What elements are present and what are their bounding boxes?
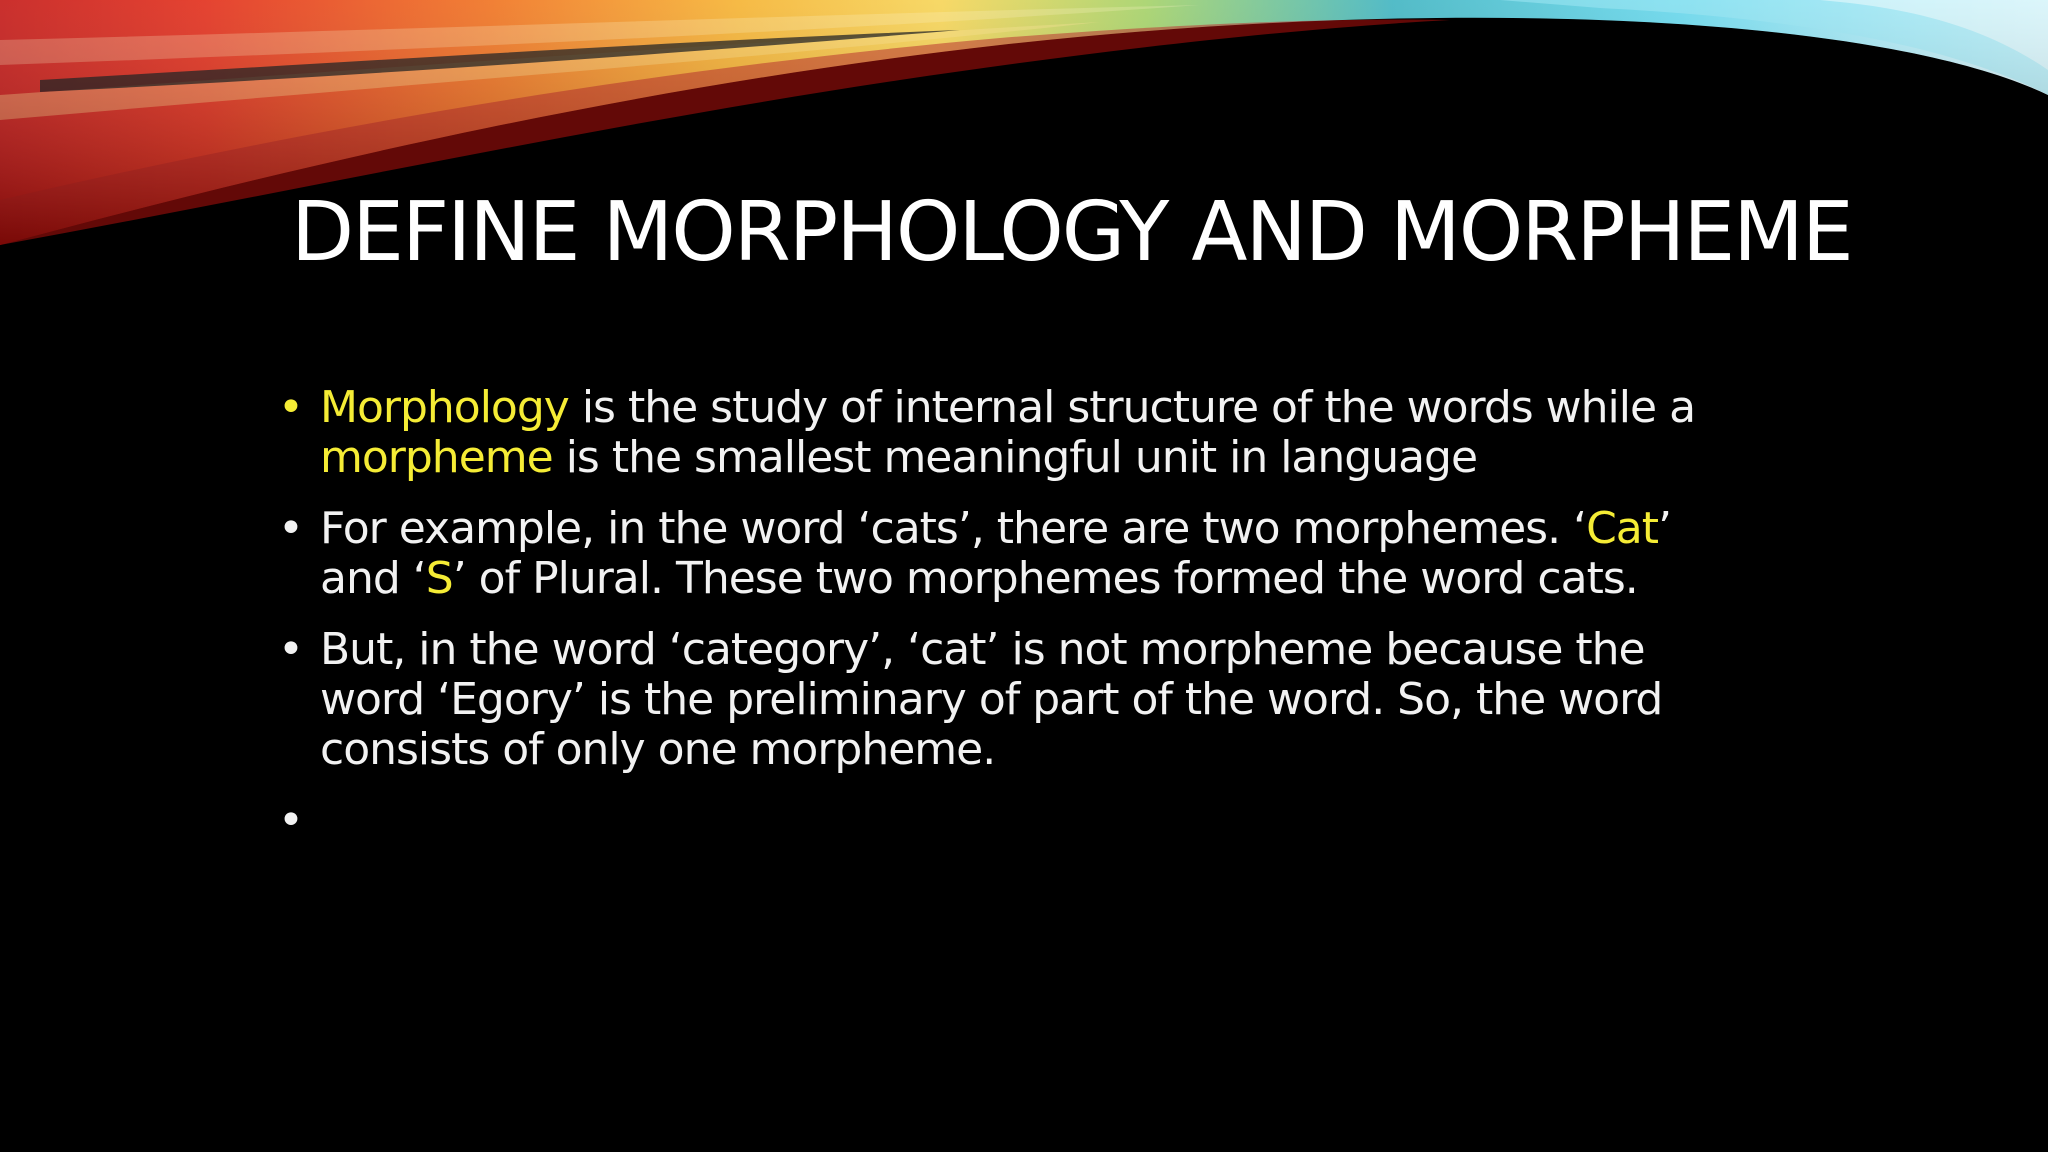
bullet-text: is the smallest meaningful unit in language — [552, 432, 1478, 483]
bullet-text: For example, in the word ‘cats’, there are two morphemes. ‘ — [320, 503, 1587, 554]
bullet-list — [278, 383, 1698, 867]
bullet-item-empty — [278, 796, 1698, 846]
highlight-cat: Cat — [1586, 503, 1658, 554]
term-morpheme: morpheme — [320, 432, 553, 483]
bullet-point-icon: • — [278, 382, 303, 433]
bullet-item-counterexample — [278, 625, 1698, 775]
bullet-text: is the study of internal structure of the words while a — [568, 382, 1696, 433]
bullet-point-icon: • — [278, 503, 303, 554]
slide-title: DEFINE MORPHOLOGY AND MORPHEME — [291, 185, 1852, 280]
bullet-point-icon: • — [278, 795, 303, 846]
bullet-item-example — [278, 504, 1698, 604]
bullet-point-icon: • — [278, 624, 303, 675]
highlight-s: S — [425, 553, 453, 604]
bullet-text: ’ of Plural. These two morphemes formed the word cats. — [452, 553, 1638, 604]
bullet-item-definition — [278, 383, 1698, 483]
term-morphology: Morphology — [320, 382, 569, 433]
bullet-text: ’ and ‘ — [320, 503, 1671, 604]
bullet-text: But, in the word ‘category’, ‘cat’ is not morpheme because the word ‘Egory’ is the preliminary of part of the word. So, the word consists of only one morpheme. — [320, 624, 1663, 775]
